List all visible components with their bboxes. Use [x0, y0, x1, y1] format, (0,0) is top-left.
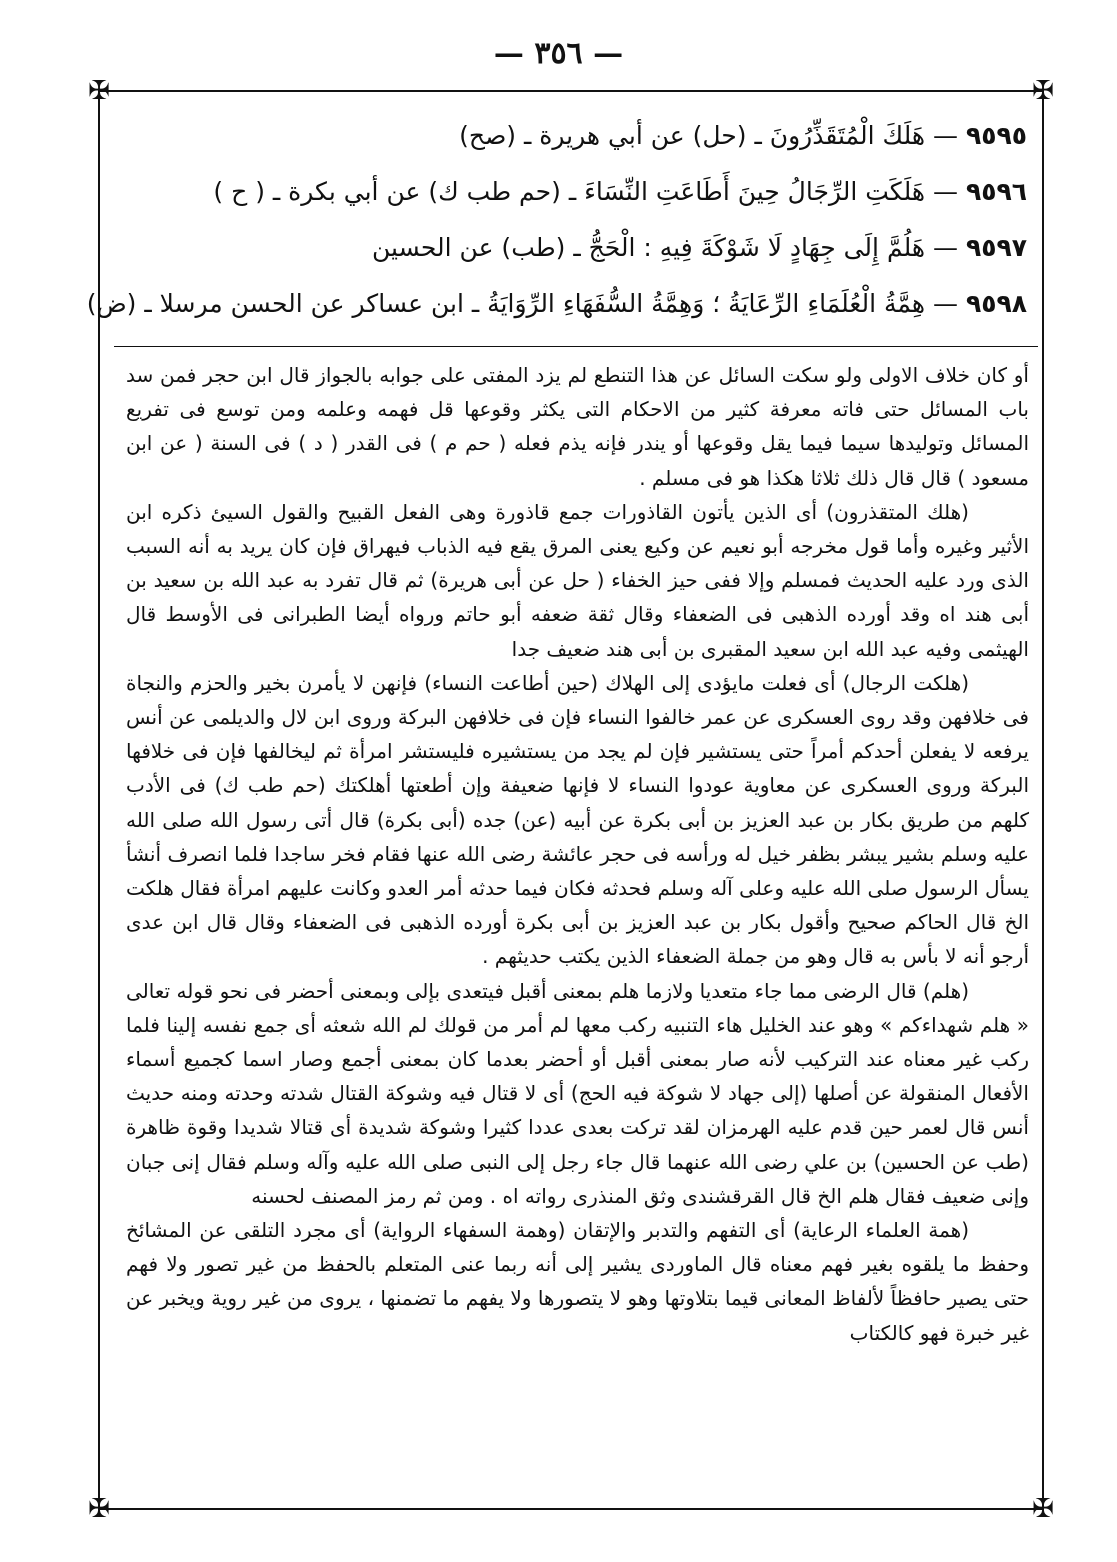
commentary-paragraph: (هلم) قال الرضى مما جاء متعديا ولازما هلم بمعنى أقبل فيتعدى بإلى وبمعنى أحضر فى نحو قوله تعالى « هلم شهداءكم » وهو عند الخليل هاء التنبيه ركب معها لم أمر من قولك لم الله شعثه أى جمع نفسه إلينا فلما ركب غير معناه عند التركيب لأنه صار بمعنى أقبل أو أحضر بعدما كان بمعنى أجمع وصار اسما كجميع أسماء الأفعال المنقولة عن أصلها (إلى جهاد لا شوكة فيه الحج) أى لا قتال فيه وشوكة القتال شدته وحدته ومنه حديث أنس قال لعمر حين قدم عليه الهرمزان لقد تركت بعدى عددا كثيرا وشوكة شديدة أى قتالا شديدا وقوة ظاهرة (طب عن الحسين) بن علي رضى الله عنهما قال جاء رجل إلى النبى صلى الله عليه وآله وسلم فقال إنى جبان وإنى ضعيف فقال هلم الخ قال القرقشندى وثق المنذرى رواته اه . ومن ثم رمز المصنف لحسنه: [126, 978, 1029, 1208]
hadith-number: ٩٥٩٥: [965, 121, 1027, 150]
hadith-number: ٩٥٩٦: [965, 177, 1027, 206]
hadith-text: هَلَكَتِ الرِّجَالُ حِينَ أَطَاعَتِ النِّسَاءَ ـ (حم طب ك) عن أبي بكرة ـ ( ح ): [213, 177, 926, 206]
commentary-paragraph: (هلكت الرجال) أى فعلت مايؤدى إلى الهلاك (حين أطاعت النساء) فإنهن لا يأمرن بخير والحزم والنجاة فى خلافهن وقد روى العسكرى عن عمر خالفوا النساء فإن فى خلافهن البركة وروى ابن لال والديلمى عن أنس يرفعه لا يفعلن أحدكم أمراً حتى يستشير فإن لم يجد من يستشيره فليستشر امرأة ثم ليخالفها فإن فى خلافها البركة وروى العسكرى عن معاوية عودوا النساء لا فإنها ضعيفة وإن أطعتها أهلكتك (حم طب ك) فى الأدب كلهم من طريق بكار بن عبد العزيز بن أبى بكرة عن أبيه (عن) جده (أبى بكرة) قال أتى رسول الله صلى الله عليه وسلم بشير يبشر بظفر خيل له ورأسه فى حجر عائشة رضى الله عنها فقام فخر ساجدا فلما انصرف أنشأ يسأل الرسول صلى الله عليه وعلى آله وسلم فحدثه فكان فيما حدثه أمر العدو وكانت عليهم امرأة فقال هلكت الخ قال الحاكم صحيح وأقول بكار بن عبد العزيز بن أبى بكرة أورده الذهبى فى الضعفاء وقال قال ابن عدى أرجو أنه لا بأس به قال وهو من جملة الضعفاء الذين يكتب حديثهم .: [126, 670, 1029, 969]
hadith-text: هَلَكَ الْمُتَقَذِّرُونَ ـ (حل) عن أبي هريرة ـ (صح): [459, 121, 926, 150]
corner-ornament-icon: ✠: [1032, 1494, 1054, 1524]
hadith-entry: ٩٥٩٥ — هَلَكَ الْمُتَقَذِّرُونَ ـ (حل) عن أبي هريرة ـ (صح): [459, 121, 1027, 150]
hadith-text: هَلُمَّ إِلَى جِهَادٍ لَا شَوْكَةَ فِيهِ : الْحَجُّ ـ (طب) عن الحسين: [372, 233, 926, 262]
commentary-body: [126, 358, 1029, 1350]
hadith-number: ٩٥٩٧: [965, 233, 1027, 262]
frame-right-border: [1042, 90, 1044, 1510]
hadith-entry: ٩٥٩٧ — هَلُمَّ إِلَى جِهَادٍ لَا شَوْكَةَ فِيهِ : الْحَجُّ ـ (طب) عن الحسين: [372, 233, 1027, 262]
corner-ornament-icon: ✠: [88, 1494, 110, 1524]
page-number: — ٣٥٦ —: [493, 36, 624, 71]
corner-ornament-icon: ✠: [1032, 76, 1054, 106]
hadith-entry: ٩٥٩٦ — هَلَكَتِ الرِّجَالُ حِينَ أَطَاعَتِ النِّسَاءَ ـ (حم طب ك) عن أبي بكرة ـ ( ح ): [213, 177, 1027, 206]
commentary-paragraph: أو كان خلاف الاولى ولو سكت السائل عن هذا التنطع لم يزد المفتى على جوابه بالجواز قال ابن حجر فمن سد باب المسائل حتى فاته معرفة كثير من الاحكام التى يكثر وقوعها قل فهمه وعلمه ومن توسع فى تفريع المسائل وتوليدها سيما فيما يقل وقوعها أو يندر فإنه يذم فعله ( حم م ) فى القدر ( د ) فى السنة ( عن ابن مسعود ) قال قال ذلك ثلاثا هكذا هو فى مسلم .: [126, 363, 1029, 490]
hadith-entry: ٩٥٩٨ — هِمَّةُ الْعُلَمَاءِ الرِّعَايَةُ ؛ وَهِمَّةُ السُّفَهَاءِ الرِّوَايَةُ ـ ابن عساكر عن الحسن مرسلا ـ (ض): [86, 289, 1027, 318]
frame-top-border: [98, 90, 1044, 92]
corner-ornament-icon: ✠: [88, 76, 110, 106]
section-divider: [114, 346, 1038, 347]
frame-bottom-border: [98, 1508, 1044, 1510]
hadith-list: [86, 108, 1027, 332]
commentary-paragraph: (هلك المتقذرون) أى الذين يأتون القاذورات جمع قاذورة وهى الفعل القبيح والقول السيئ ذكره ابن الأثير وغيره وأما قول مخرجه أبو نعيم عن وكيع يعنى المرق يقع فيه الذباب فيهراق فإن كان يريد به أنه السبب الذى ورد عليه الحديث فمسلم وإلا ففى حيز الخفاء ( حل عن أبى هريرة) ثم قال تفرد به عبد الله بن سعيد بن أبى هند اه وقد أورده الذهبى فى الضعفاء وقال ثقة ضعفه أبو حاتم ورواه أيضا الطبرانى فى الأوسط قال الهيثمى وفيه عبد الله ابن سعيد المقبرى بن أبى هند ضعيف جدا: [126, 499, 1029, 661]
hadith-text: هِمَّةُ الْعُلَمَاءِ الرِّعَايَةُ ؛ وَهِمَّةُ السُّفَهَاءِ الرِّوَايَةُ ـ ابن عساكر عن الحسن مرسلا ـ (ض): [86, 289, 926, 318]
hadith-number: ٩٥٩٨: [965, 289, 1027, 318]
commentary-paragraph: (همة العلماء الرعاية) أى التفهم والتدبر والإتقان (وهمة السفهاء الرواية) أى مجرد التلقى عن المشائخ وحفظ ما يلقوه بغير فهم معناه قال الماوردى يشير إلى أنه ربما عنى المتعلم بالحفظ من غير تصور ولا فهم حتى يصير حافظاً لألفاظ المعانى قيما بتلاوتها وهو لا يتصورها ولا يفهم ما تضمنها ، يروى من غير روية ويخبر عن غير خبرة فهو كالكتاب: [126, 1218, 1029, 1345]
